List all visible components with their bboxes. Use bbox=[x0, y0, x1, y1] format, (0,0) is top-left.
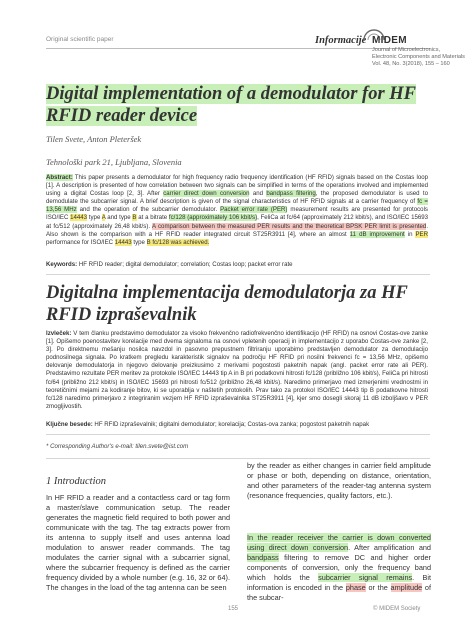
abstract-text: type bbox=[87, 214, 102, 222]
corresponding-author: * Corresponding Author's e-mail: tilen.svete@ist.com bbox=[46, 443, 189, 450]
highlight: PER bbox=[415, 230, 428, 238]
abstract-text: and bbox=[249, 190, 267, 198]
highlight: fc = 13,56 MHz bbox=[46, 198, 428, 214]
highlight: phase bbox=[345, 583, 366, 593]
paragraph-text: or the bbox=[365, 583, 391, 593]
paragraph-text: . After amplification and bbox=[348, 543, 431, 553]
authors: Tilen Svete, Anton Pleteršek bbox=[46, 134, 142, 144]
intro-paragraph-2 bbox=[247, 533, 431, 603]
abstract-text: performance for ISO/IEC bbox=[46, 238, 115, 246]
section-divider bbox=[46, 274, 430, 275]
keywords bbox=[46, 261, 428, 268]
keywords-label: Keywords: bbox=[46, 261, 78, 268]
highlight: bandpass filtering bbox=[266, 190, 316, 198]
highlight: 14443 bbox=[114, 238, 132, 246]
section-divider bbox=[46, 458, 430, 459]
abstract-text: type bbox=[131, 238, 147, 246]
highlight: A bbox=[101, 214, 106, 222]
abstract-text: and the operation of the subcarrier demodulator. bbox=[76, 206, 221, 214]
title-line: RFID izpraševalnik bbox=[46, 305, 197, 325]
abstract-label: Abstract: bbox=[46, 174, 73, 181]
highlight: subcarrier signal remains bbox=[318, 573, 413, 583]
article-type-label: Original scientific paper bbox=[46, 36, 114, 43]
highlight: carrier direct down conversion bbox=[163, 190, 250, 198]
abstract-text: at a bitrate bbox=[136, 214, 169, 222]
highlight: A comparison between the measured PER results and the theoretical BPSK PER limit is presented bbox=[151, 222, 427, 230]
kljucne-text: HF RFID izpraševalnik; digitalni demodulator; korelacija; Costas-ova zanka; pogostost paketnih napak bbox=[92, 421, 370, 428]
abstract-text: measurement results are presented for protocols ISO/IEC bbox=[46, 206, 428, 222]
paragraph-text: filtering to remove DC and higher order components of conversion, only the frequency band which holds the bbox=[247, 553, 431, 583]
abstract-text: . Also shown is the comparison with a HF RFID reader integrated circuit ST25R3911 [4], where an almost bbox=[46, 222, 429, 238]
abstract-text: , FeliCa at fc/64 (approximately 212 kbit/s), and ISO/IEC 15693 at fc/512 (approximately 26,48 kbit/s). bbox=[46, 214, 429, 230]
highlight: amplitude bbox=[390, 583, 423, 593]
highlight: fc/128 (approximately 106 kbit/s) bbox=[168, 214, 258, 222]
izvlecek bbox=[46, 330, 428, 411]
journal-info bbox=[372, 47, 472, 68]
highlight: In the reader receiver the carrier is down converted using direct down conversion bbox=[247, 533, 431, 553]
paragraph-text: of the subcar- bbox=[247, 583, 432, 603]
affiliation: Tehnološki park 21, Ljubljana, Slovenia bbox=[46, 157, 182, 167]
abstract-text: and type bbox=[105, 214, 133, 222]
journal-line: Journal of Microelectronics, bbox=[372, 47, 441, 53]
section-divider bbox=[46, 434, 430, 435]
highlight: 11 dB improvement bbox=[349, 230, 405, 238]
page-number: 155 bbox=[228, 606, 239, 612]
title-line: RFID reader device bbox=[46, 106, 198, 126]
paper-title-slovenian bbox=[46, 282, 436, 326]
abstract-text: in bbox=[404, 230, 416, 238]
kljucne-besede bbox=[46, 421, 428, 428]
title-line: Digital implementation of a demodulator for HF bbox=[46, 84, 417, 104]
journal-brand-prefix: Informacije bbox=[315, 35, 367, 46]
keywords-text: HF RFID reader; digital demodulator; correlation; Costas loop; packet error rate bbox=[77, 261, 293, 268]
journal-brand-name: MIDEM bbox=[372, 35, 407, 46]
izvlecek-text: V tem članku predstavimo demodulator za visoko frekvenčno radiofrekvenčno identifikacijo (HF RFID) na osnovi Costas-ove zanke [1]. Opišemo poenostavitev korelacije med dvema signaloma na osnovi vpletenih operacij in implementacijo z uporabo Costas-ove zanke [2, 3]. Po direktnemu mešanju nosilca navzdol in pasovno prepustnem filtriranju uporabimo predstavljen demodulator za demodulacijo podnosilnega signala. Po kratkem pregledu karakteristik signalov na področju HF RFID pri nosilni frekvenci fc = 13,56 MHz, opišemo delovanje demodulatorja in njegovo delovanje preizkusimo z merivami pogostosti paketnih napak (angl. packet error rate ali PER). Predstavimo rezultate PER meritev za protokole ISO/IEC 14443 tip A in B pri podatkovni hitrosti fc/128 (približno 106 kbit/s), FeliCa pri hitrosti fc/64 (približno 212 kbit/s) in ISO/IEC 15693 pri hitrosti fc/512 (približno 26,48 kbit/s). Naredimo primerjavo med izmerjenimi vrednostmi in teoretičnimi mejami za kodiranje bitov, ki se uporablja v naštetih protokolih. Prav tako za protokol ISO/IEC 14443 tip B podatkovne hitrosti fc/128 naredimo primerjavo z integriranim vezjem HF RFID izpraševalnika ST25R3911 [4], kjer smo dosegli skoraj 11 dB izboljšavo v PER zmogljivostih. bbox=[46, 330, 428, 410]
intro-column-left: In HF RFID a reader and a contactless card or tag form a master/slave communication setup. The reader generates the magnetic field required to both power and communicate with the tag. The tag extracts power from its antenna to supply itself and uses antenna load modulation to answer reader commands. The tag modulates the carrier signal with a subcarrier signal, where the subcarrier frequency is defined as the carrier frequency divided by a whole number (e.g. 16, 32 or 64). The changes in the load of the tag antenna can be seen bbox=[46, 493, 230, 593]
title-line: Digitalna implementacija demodulatorja za HF bbox=[46, 283, 408, 303]
highlight: 14443 bbox=[70, 214, 88, 222]
copyright: © MIDEM Society bbox=[373, 606, 421, 612]
section-heading: 1 Introduction bbox=[46, 476, 106, 487]
highlight: Packet error rate (PER) bbox=[220, 206, 288, 214]
paragraph-text: . Bit information is encoded in the bbox=[247, 573, 432, 593]
highlight: B fc/128 was achieved. bbox=[146, 238, 210, 246]
highlight: B bbox=[132, 214, 137, 222]
intro-column-right-top: by the reader as either changes in carrier field amplitude or phase or both, depending on distance, orientation, and other parameters of the reader-tag antenna system (resonance frequencies, quality factors, etc.). bbox=[247, 461, 431, 501]
izvlecek-label: Izvleček: bbox=[46, 330, 72, 337]
highlight: bandpass bbox=[247, 553, 279, 563]
abstract-text: This paper presents a demodulator for high frequency radio frequency identification (HF RFID) signals based on the Costas loop [1]. A description is presented of how correlation between two signals can be simplified in terms of the operations involved and implemented using a digital Costas loop [2, 3]. After bbox=[46, 174, 428, 198]
kljucne-label: Ključne besede: bbox=[46, 421, 93, 428]
abstract bbox=[46, 174, 428, 247]
paper-title bbox=[46, 83, 436, 127]
journal-line: Electronic Components and Materials bbox=[372, 54, 465, 60]
journal-volume: Vol. 48, No. 3(2018), 155 – 160 bbox=[372, 61, 450, 67]
abstract-text: , the proposed demodulator is used to demodulate the subcarrier signal. A brief description is given of the signal characteristics of HF RFID signals at a carrier frequency of bbox=[46, 190, 428, 206]
